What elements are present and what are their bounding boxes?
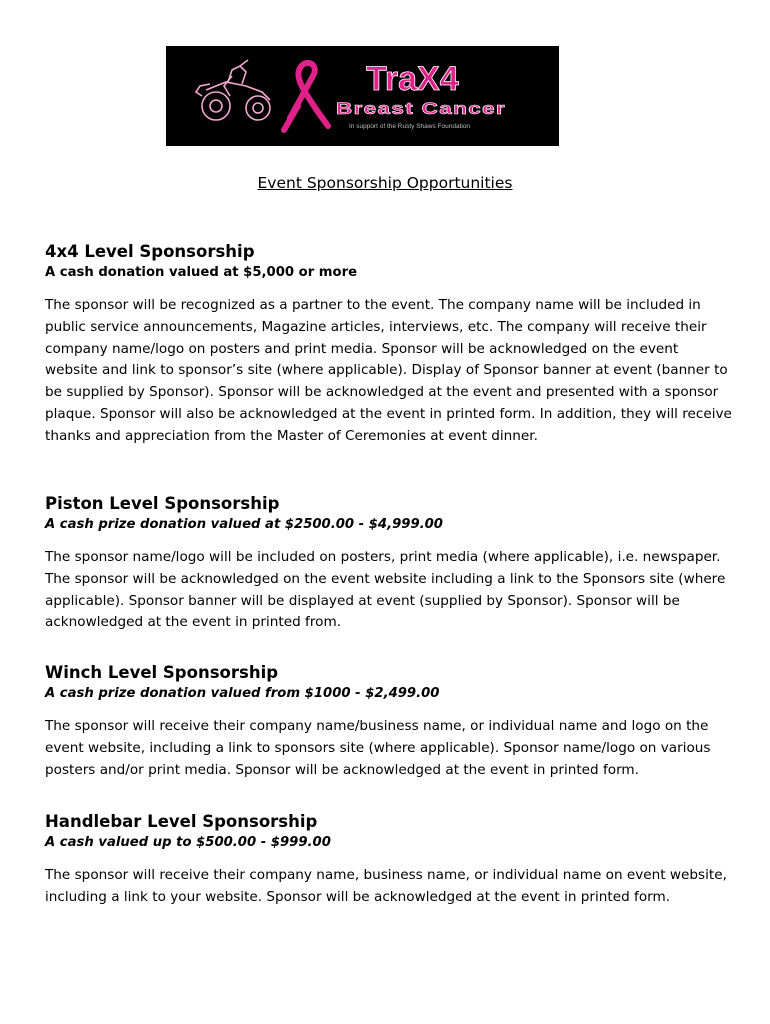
pink-ribbon-icon [284,63,328,130]
sponsorship-level-handlebar [45,811,735,909]
sponsorship-level-piston [45,493,735,634]
document-title: Event Sponsorship Opportunities [257,174,513,192]
level-heading: Winch Level Sponsorship [45,663,279,682]
brand-title: TraX4 [366,60,459,98]
level-heading: Handlebar Level Sponsorship [45,812,318,831]
atv-rider-icon [196,60,270,120]
level-heading: 4x4 Level Sponsorship [45,242,255,261]
level-value: A cash donation valued at $5,000 or more [45,265,358,280]
event-logo [166,46,559,146]
level-description: The sponsor will receive their company name/business name, or individual name and logo on the event website, including a link to sponsors site (where applicable). Sponsor name/logo on various posters and/or print media. Sponsor will be acknowledged at the event in printed form. [45,718,711,778]
level-value: A cash prize donation valued at $2500.00 - $4,999.00 [45,517,443,532]
level-description: The sponsor will be recognized as a partner to the event. The company name will be included in public service announcements, Magazine articles, interviews, etc. The company will receive their company name/logo on posters and print media. Sponsor will be acknowledged on the event website and link to sponsor’s site (where applicable). Display of Sponsor banner at event (banner to be supplied by Sponsor). Sponsor will be acknowledged at the event and presented with a sponsor plaque. Sponsor will also be acknowledged at the event in printed form. In addition, they will receive thanks and appreciation from the Master of Ceremonies at event dinner. [45,297,732,444]
brand-tagline: In support of the Rusty Shaws Foundation [349,123,471,130]
level-description: The sponsor will receive their company name, business name, or individual name on event website, including a link to your website. Sponsor will be acknowledged at the event in printed form. [45,867,727,905]
brand-subtitle: Breast Cancer [336,99,506,118]
level-value: A cash prize donation valued from $1000 - $2,499.00 [45,686,440,701]
level-value: A cash valued up to $500.00 - $999.00 [45,835,331,850]
sponsorship-level-4x4 [45,241,735,448]
level-heading: Piston Level Sponsorship [45,494,280,513]
sponsorship-level-winch [45,662,735,781]
level-description: The sponsor name/logo will be included on posters, print media (where applicable), i.e. newspaper. The sponsor will be acknowledged on the event website including a link to the Sponsors site (where applicable). Sponsor banner will be displayed at event (supplied by Sponsor). Sponsor will be acknowledged at the event in printed from. [45,549,726,631]
